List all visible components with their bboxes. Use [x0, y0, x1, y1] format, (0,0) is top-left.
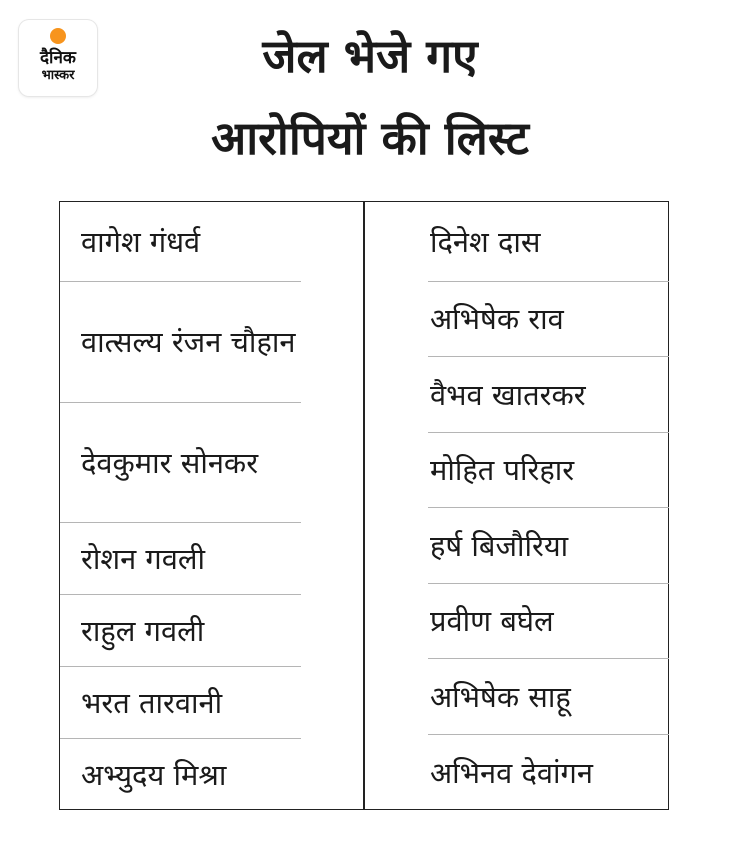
list-item: देवकुमार सोनकर	[60, 403, 301, 523]
list-item: दिनेश दास	[428, 202, 669, 282]
dainik-bhaskar-logo	[19, 20, 97, 96]
list-item: अभिषेक राव	[428, 282, 669, 357]
accused-list-table	[59, 201, 669, 810]
list-item: अभिनव देवांगन	[430, 756, 593, 790]
list-item: अभ्युदय मिश्रा	[81, 758, 227, 792]
list-item: प्रवीण बघेल	[428, 584, 669, 659]
list-item: हर्ष बिजौरिया	[428, 508, 669, 584]
column-divider	[363, 202, 365, 809]
list-item: मोहित परिहार	[428, 433, 669, 508]
list-item: रोशन गवली	[60, 523, 301, 595]
logo-text-line2: भास्कर	[41, 68, 75, 83]
sun-icon	[50, 28, 66, 44]
list-item: वात्सल्य रंजन चौहान	[60, 282, 301, 403]
list-item: राहुल गवली	[60, 595, 301, 667]
page-title-line1: जेल भेजे गए	[262, 29, 478, 83]
list-item: वागेश गंधर्व	[60, 202, 301, 282]
logo-text-line1: दैनिक	[40, 48, 76, 68]
page-title-line2: आरोपियों की लिस्ट	[211, 111, 529, 165]
list-item: अभिषेक साहू	[428, 659, 669, 735]
list-item: भरत तारवानी	[60, 667, 301, 739]
list-item: वैभव खातरकर	[428, 357, 669, 433]
